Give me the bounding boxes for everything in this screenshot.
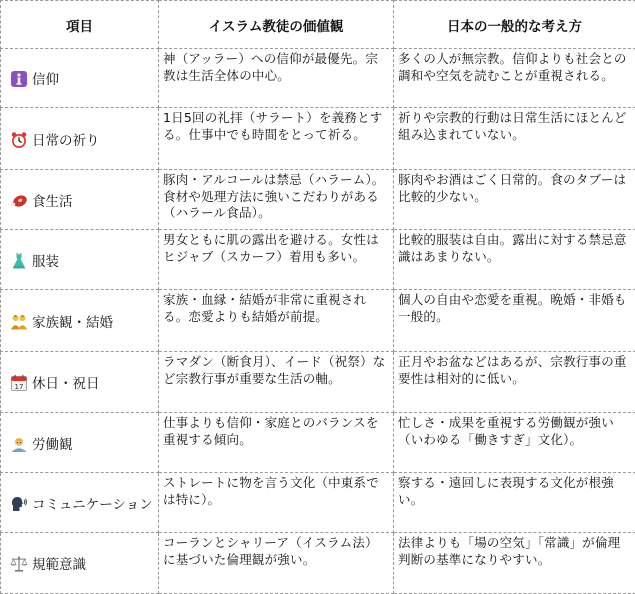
worker-icon [10,435,28,453]
table-row [1,49,635,108]
calendar-icon [10,374,28,392]
family-icon [10,313,28,331]
japan-cell: 法律よりも「場の空気」「常識」が倫理判断の基準になりやすい。 [394,533,635,594]
table-row [1,533,635,594]
japan-cell: 祈りや宗教的行動は日常生活にほとんど組み込まれていない。 [394,108,635,170]
item-cell [1,413,159,473]
table-row [1,290,635,352]
header-item: 項目 [1,1,159,49]
table-row [1,230,635,290]
item-label: 信仰 [32,72,59,88]
table-row [1,170,635,230]
item-cell [1,352,159,413]
japan-cell: 忙しさ・成果を重視する労働観が強い（いわゆる「働きすぎ」文化）。 [394,413,635,473]
info-icon [10,70,28,88]
item-label: 食生活 [32,194,73,210]
item-label: 家族観・結婚 [32,315,113,331]
table-body [1,49,635,594]
item-cell [1,49,159,108]
japan-cell: 比較的服装は自由。露出に対する禁忌意識はあまりない。 [394,230,635,290]
islam-cell: 男女ともに肌の露出を避ける。女性はヒジャブ（スカーフ）着用も多い。 [159,230,394,290]
item-cell [1,230,159,290]
table-row [1,413,635,473]
item-label: 規範意識 [32,557,86,573]
alarm-clock-icon [10,131,28,149]
header-row [1,1,635,49]
item-cell [1,108,159,170]
table-header [1,1,635,49]
scales-icon [10,555,28,573]
item-label: コミュニケーション [32,497,153,513]
islam-cell: コーランとシャリーア（イスラム法）に基づいた倫理観が強い。 [159,533,394,594]
japan-cell: 多くの人が無宗教。信仰よりも社会との調和や空気を読むことが重視される。 [394,49,635,108]
islam-cell: 豚肉・アルコールは禁忌（ハラーム）。食材や処理方法に強いこだわりがある（ハラール食品）。 [159,170,394,230]
item-label: 日常の祈り [32,133,100,149]
item-label: 休日・祝日 [32,376,100,392]
speaking-head-icon [10,495,28,513]
header-japan: 日本の一般的な考え方 [394,1,635,49]
japan-cell: 正月やお盆などはあるが、宗教行事の重要性は相対的に低い。 [394,352,635,413]
islam-cell: 神（アッラー）への信仰が最優先。宗教は生活全体の中心。 [159,49,394,108]
item-cell [1,533,159,594]
item-cell [1,473,159,533]
islam-cell: ストレートに物を言う文化（中東系では特に）。 [159,473,394,533]
table-row [1,108,635,170]
item-label: 服装 [32,254,59,270]
header-islam: イスラム教徒の価値観 [159,1,394,49]
islam-cell: ラマダン（断食月）、イード（祝祭）など宗教行事が重要な生活の軸。 [159,352,394,413]
islam-cell: 1日5回の礼拝（サラート）を義務とする。仕事中でも時間をとって祈る。 [159,108,394,170]
japan-cell: 察する・遠回しに表現する文化が根強い。 [394,473,635,533]
item-cell [1,170,159,230]
islam-cell: 仕事よりも信仰・家庭とのバランスを重視する傾向。 [159,413,394,473]
islam-cell: 家族・血縁・結婚が非常に重視される。恋愛よりも結婚が前提。 [159,290,394,352]
table-row [1,473,635,533]
item-cell [1,290,159,352]
svg-text:17: 17 [15,383,24,391]
item-label: 労働観 [32,437,73,453]
meat-icon [10,192,28,210]
japan-cell: 個人の自由や恋愛を重視。晩婚・非婚も一般的。 [394,290,635,352]
dress-icon [10,252,28,270]
table-row [1,352,635,413]
japan-cell: 豚肉やお酒はごく日常的。食のタブーは比較的少ない。 [394,170,635,230]
